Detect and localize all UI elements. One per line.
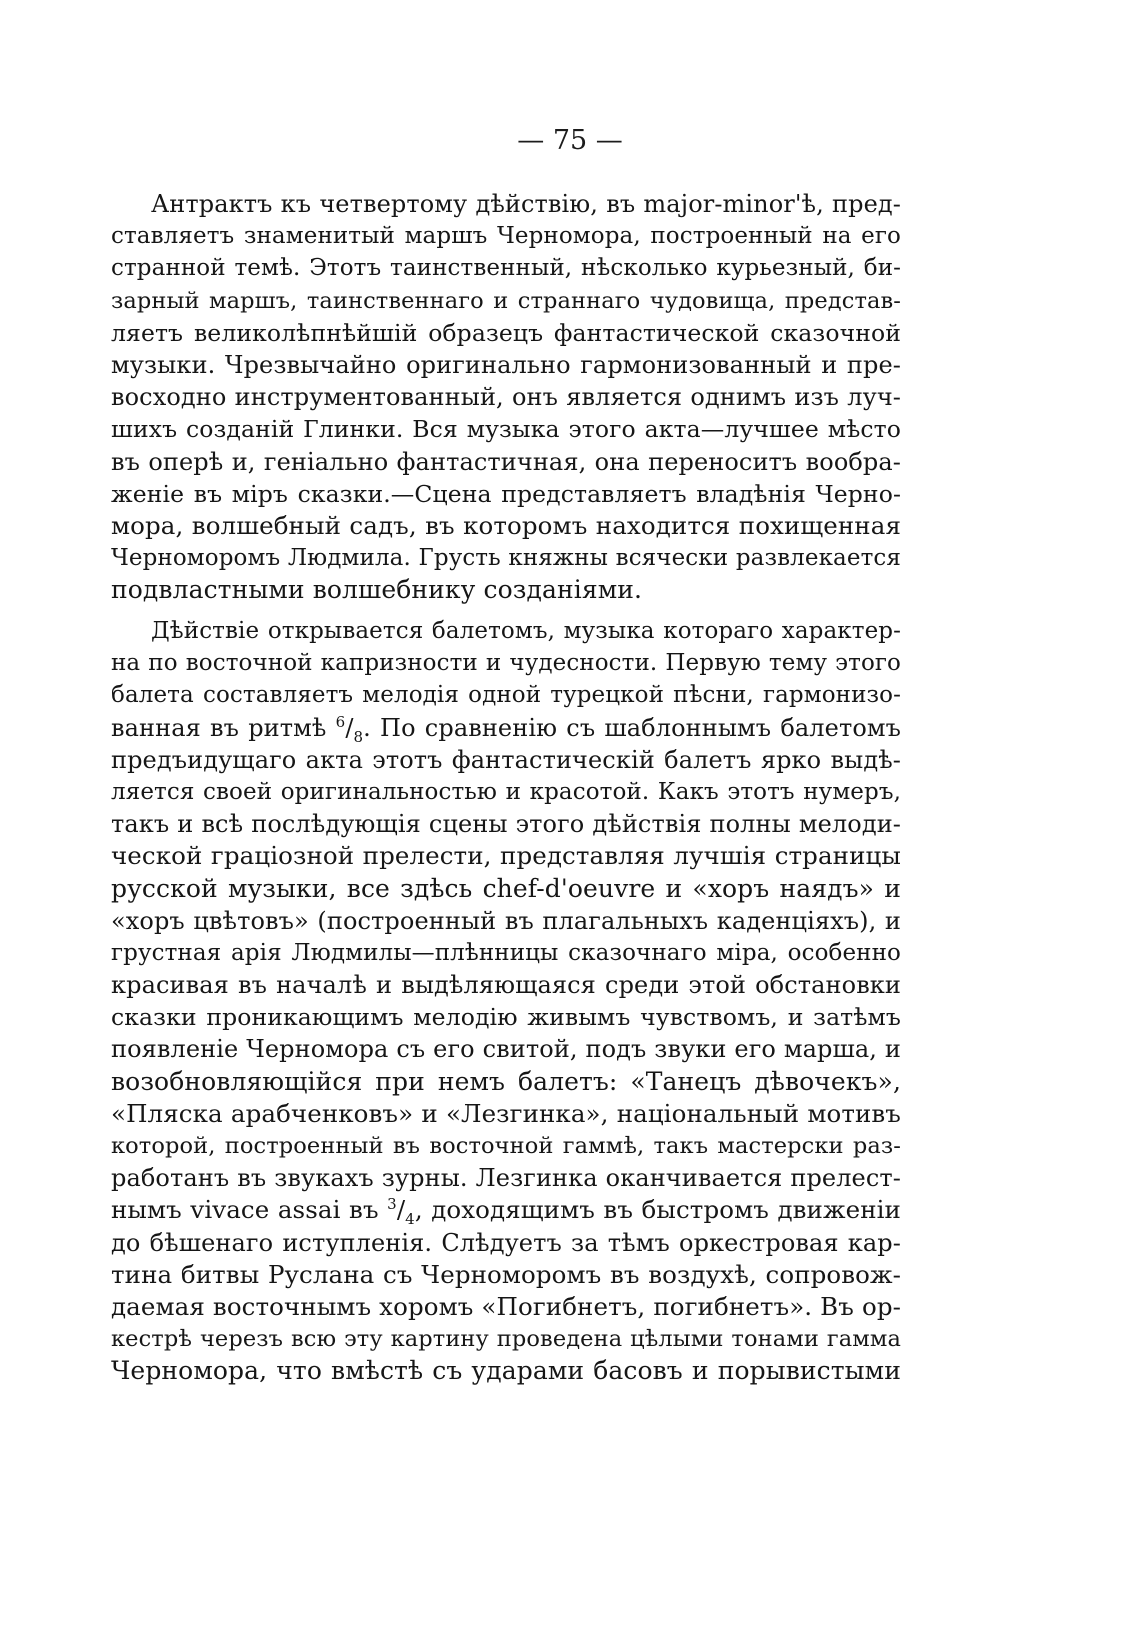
text-line-with-fraction [111, 712, 901, 744]
text-line: мора, волшебный садъ, въ которомъ находится похищенная [111, 510, 901, 540]
text-line: музыки. Чрезвычайно оригинально гармонизованный и пре- [111, 350, 901, 379]
text-line: балета составляетъ мелодія одной турецкой пѣсни, гармонизо- [111, 682, 901, 709]
text-line: до бѣшенаго иступленія. Слѣдуетъ за тѣмъ оркестровая кар- [111, 1228, 901, 1257]
text-line: Дѣйствіе открывается балетомъ, музыка котораго характер- [151, 618, 901, 644]
text-line: Антрактъ къ четвертому дѣйствію, въ major-minor'ѣ, пред- [151, 190, 901, 218]
fraction-slash: / [396, 1195, 406, 1225]
text-line: которой, построенный въ восточной гаммѣ, такъ мастерски раз- [111, 1133, 901, 1159]
fraction-text-before: нымъ vivace assai въ [111, 1195, 388, 1225]
text-line: русской музыки, все здѣсь chef-d'oeuvre и «хоръ наядъ» и [111, 873, 901, 903]
text-line-with-fraction [111, 1194, 901, 1229]
page-number: — 75 — [517, 125, 623, 156]
text-line: такъ и всѣ послѣдующія сцены этого дѣйствія полны мелоди- [111, 810, 901, 839]
text-line: грустная арія Людмилы—плѣнницы сказочнаго міра, особенно [111, 939, 901, 966]
text-line: зарный маршъ, таинственнаго и страннаго чудовища, представ- [111, 287, 901, 314]
text-line: ляется своей оригинальностью и красотой. Какъ этотъ нумеръ, [111, 778, 901, 805]
fraction-text-after: . По сравненію съ шаблоннымъ балетомъ [363, 713, 902, 742]
text-line: шихъ созданій Глинки. Вся музыка этого акта—лучшее мѣсто [111, 415, 901, 444]
text-line: Черноморомъ Людмила. Грусть княжны всячески развлекается [111, 545, 901, 572]
text-line: восходно инструментованный, онъ является однимъ изъ луч- [111, 383, 901, 412]
text-line: женіе въ міръ сказки.—Сцена представляетъ владѣнія Черно- [111, 479, 901, 508]
fraction-slash: / [345, 713, 354, 742]
fraction-text-before: ванная въ ритмѣ [111, 713, 336, 742]
text-line: ческой граціозной прелести, представляя лучшія страницы [111, 841, 901, 871]
fraction-numerator: 6 [335, 712, 346, 731]
text-line: работанъ въ звукахъ зурны. Лезгинка оканчивается прелест- [111, 1164, 901, 1193]
text-line: ляетъ великолѣпнѣйшій образецъ фантастической сказочной [111, 318, 901, 347]
text-line: въ оперѣ и, геніально фантастичная, она переноситъ вообра- [111, 447, 901, 476]
text-line: красивая въ началѣ и выдѣляющаяся среди этой обстановки [111, 971, 901, 1000]
text-line: появленіе Черномора съ его свитой, подъ звуки его марша, и [111, 1035, 901, 1064]
text-line: тина битвы Руслана съ Черноморомъ въ воздухѣ, сопровож- [111, 1259, 901, 1289]
fraction-denominator: 8 [353, 727, 364, 746]
paragraph-1 [111, 188, 901, 606]
text-line: возобновляющійся при немъ балетъ: «Танецъ дѣвочекъ», [111, 1066, 901, 1096]
text-line: ставляетъ знаменитый маршъ Черномора, построенный на его [111, 223, 901, 250]
fraction-text-after: , доходящимъ въ быстромъ движеніи [414, 1195, 901, 1225]
text-line: «хоръ цвѣтовъ» (построенный въ плагальныхъ каденціяхъ), и [111, 906, 901, 935]
text-line: кестрѣ черезъ всю эту картину проведена цѣлыми тонами гамма [111, 1326, 901, 1353]
text-line: странной темѣ. Этотъ таинственный, нѣсколько курьезный, би- [111, 255, 901, 282]
text-line: «Пляска арабченковъ» и «Лезгинка», національный мотивъ [111, 1098, 901, 1128]
paragraph-2 [111, 615, 901, 1388]
fraction-numerator: 3 [387, 1195, 397, 1214]
fraction-denominator: 4 [405, 1210, 415, 1229]
text-line: подвластными волшебнику созданіями. [111, 575, 643, 605]
text-line: Черномора, что вмѣстѣ съ ударами басовъ и порывистыми [111, 1356, 901, 1386]
text-line: на по восточной капризности и чудесности. Первую тему этого [111, 650, 901, 677]
text-line: сказки проникающимъ мелодію живымъ чувствомъ, и затѣмъ [111, 1003, 901, 1032]
text-line: даемая восточнымъ хоромъ «Погибнетъ, погибнетъ». Въ ор- [111, 1291, 901, 1321]
text-line: предъидущаго акта этотъ фантастическій балетъ ярко выдѣ- [111, 745, 901, 774]
